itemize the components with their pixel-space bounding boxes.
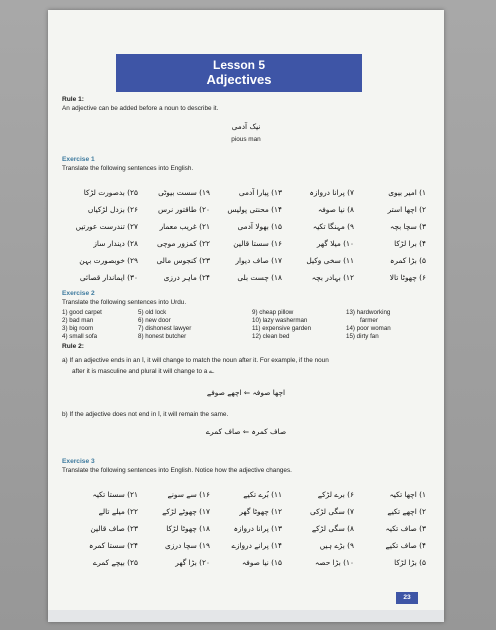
ex1-item: ۳۰) ایماندار قصائی: [79, 273, 138, 282]
ex3-item: ۲) اچھے تکیے: [387, 507, 426, 516]
page-footer-band: [48, 610, 444, 622]
exercise3-label: Exercise 3: [62, 458, 95, 465]
ex1-item: ۲۰) طاقتور نرس: [158, 205, 210, 214]
ex1-item: ۱۲) بہادر بچہ: [311, 273, 354, 282]
page-number: 23: [396, 592, 418, 604]
ex2-item: 11) expensive garden: [252, 325, 312, 332]
ex3-item: ۴) صاف تکیے: [385, 541, 426, 550]
ex3-item: ۲۰) بڑا گھر: [175, 558, 210, 567]
ex2-item: 3) big room: [62, 325, 94, 332]
ex3-item: ۱۱) بُرے تکیے: [243, 490, 282, 499]
ex1-item: ۲۶) بزدل لڑکیاں: [87, 205, 138, 214]
exercise2-instruction: Translate the following sentences into Urdu.: [62, 299, 187, 306]
rule2-a-example: اچھا صوفہ ⇐ اچھے صوفے: [206, 388, 286, 397]
ex3-item: ۲۳) صاف قالین: [90, 524, 138, 533]
exercise1-instruction: Translate the following sentences into English.: [62, 165, 194, 172]
ex1-item: ۱۸) چست بلی: [237, 273, 282, 282]
textbook-page: [48, 10, 444, 622]
ex2-item: 12) clean bed: [252, 333, 290, 340]
ex3-item: ۲۵) بیچے کمرے: [92, 558, 138, 567]
ex2-item: 2) bad man: [62, 317, 94, 324]
ex3-item: ۱۰) بڑا حصہ: [314, 558, 354, 567]
ex2-item: 10) lazy washerman: [252, 317, 308, 324]
ex2-item: 1) good carpet: [62, 309, 102, 316]
ex1-item: ۲۴) ماہر درزی: [163, 273, 210, 282]
ex1-item: ۲۲) کمزور موچی: [156, 239, 210, 248]
rule1-example-urdu: نیک آدمی: [231, 122, 261, 131]
ex1-item: ۲۵) بدصورت لڑکا: [83, 188, 138, 197]
ex3-item: ۱۴) پرانے دروازے: [231, 541, 282, 550]
ex2-item: 5) old lock: [138, 309, 167, 316]
ex1-item: ۵) بڑا کمرہ: [390, 256, 426, 265]
ex2-item: 6) new door: [138, 317, 171, 324]
ex3-item: ۱۷) چھوٹے لڑکے: [162, 507, 210, 516]
ex3-item: ۲۱) سستا تکیہ: [92, 490, 138, 499]
ex1-item: ۷) پرانا دروازہ: [309, 188, 354, 197]
ex3-item: ۸) سگی لڑکے: [311, 524, 354, 533]
ex1-item: ۱۷) صاف دیوار: [235, 256, 282, 265]
ex3-item: ۶) برے لڑکے: [317, 490, 354, 499]
ex3-item: ۳) صاف تکیہ: [385, 524, 426, 533]
exercise3-grid: [72, 490, 426, 580]
lesson-topic: Adjectives: [206, 72, 272, 87]
ex1-item: ۲۳) کنجوس مالی: [156, 256, 210, 265]
ex1-item: ۱۹) سست بیوٹی: [158, 188, 210, 197]
ex2-item: 4) small sofa: [62, 333, 98, 340]
lesson-header: [116, 54, 362, 92]
ex2-item: farmer: [360, 317, 378, 324]
ex1-item: ۲) اچھا استر: [387, 205, 426, 214]
ex3-item: ۱۸) چھوٹا لڑکا: [166, 524, 210, 533]
ex1-item: ۴) برا لڑکا: [394, 239, 426, 248]
rule1-label: Rule 1:: [62, 96, 84, 103]
rule2-label: Rule 2:: [62, 343, 84, 350]
rule1-example-english: pious man: [231, 136, 261, 143]
rule2-a-line2: after it is masculine and plural it will change to a ے.: [72, 368, 215, 375]
ex1-item: ۹) مہنگا تکیہ: [312, 222, 354, 231]
ex3-item: ۱) اچھا تکیہ: [389, 490, 426, 499]
ex1-item: ۳) سچا بچہ: [390, 222, 426, 231]
ex2-item: 15) dirty fan: [346, 333, 379, 340]
ex1-item: ۲۸) دیندار ساز: [93, 239, 138, 248]
ex1-item: ۱) امیر بیوی: [388, 188, 426, 197]
ex1-item: ۶) چھوٹا تالا: [389, 273, 426, 282]
ex3-item: ۱۹) سچا درزی: [165, 541, 210, 550]
ex1-item: ۲۱) غریب معمار: [159, 222, 210, 231]
ex3-item: ۵) بڑا لڑکا: [394, 558, 426, 567]
ex1-item: ۱۱) سخی وکیل: [306, 256, 354, 265]
ex3-item: ۲۴) سستا کمرہ: [88, 541, 138, 550]
ex3-item: ۱۵) نیا صوفہ: [241, 558, 282, 567]
lesson-number: Lesson 5: [212, 58, 266, 72]
ex3-item: ۹) بڑے ہیں: [319, 541, 354, 550]
exercise1-grid: [72, 188, 426, 296]
ex2-item: 9) cheap pillow: [252, 309, 294, 316]
ex3-item: ۱۶) سے سونے: [167, 490, 210, 499]
ex1-item: ۱۶) سستا قالین: [233, 239, 282, 248]
ex3-item: ۱۳) پرانا دروازہ: [233, 524, 282, 533]
ex1-item: ۱۴) محنتی پولیس: [227, 205, 282, 214]
rule2-a-line1: a) If an adjective ends in an ا, it will change to match the noun after it. For example, if the noun: [62, 357, 329, 364]
ex1-item: ۱۰) میلا گھر: [316, 239, 354, 248]
ex2-item: 13) hardworking: [346, 309, 391, 316]
ex3-item: ۷) سگی لڑکی: [309, 507, 354, 516]
ex3-item: ۲۲) میلے تالے: [98, 507, 138, 516]
ex3-item: ۱۲) چھوٹا گھر: [239, 507, 282, 516]
ex1-item: ۲۷) تندرست عورتیں: [75, 222, 138, 231]
exercise2-label: Exercise 2: [62, 290, 95, 297]
ex2-item: 7) dishonest lawyer: [138, 325, 192, 332]
exercise1-label: Exercise 1: [62, 156, 95, 163]
rule2-b-line: b) If the adjective does not end in ا, it will remain the same.: [62, 411, 229, 418]
ex1-item: ۲۹) خوبصورت بہن: [79, 256, 138, 265]
ex1-item: ۱۵) بھولا آدمی: [237, 222, 282, 231]
ex2-item: 8) honest butcher: [138, 333, 187, 340]
rule2-b-example: صاف کمرہ ⇐ صاف کمرے: [205, 427, 287, 436]
ex1-item: ۱۳) پیارا آدمی: [238, 188, 282, 197]
exercise3-instruction: Translate the following sentences into English. Notice how the adjective changes.: [62, 467, 292, 474]
rule1-text: An adjective can be added before a noun to describe it.: [62, 105, 219, 112]
ex2-item: 14) poor woman: [346, 325, 391, 332]
ex1-item: ۸) نیا صوفہ: [317, 205, 354, 214]
